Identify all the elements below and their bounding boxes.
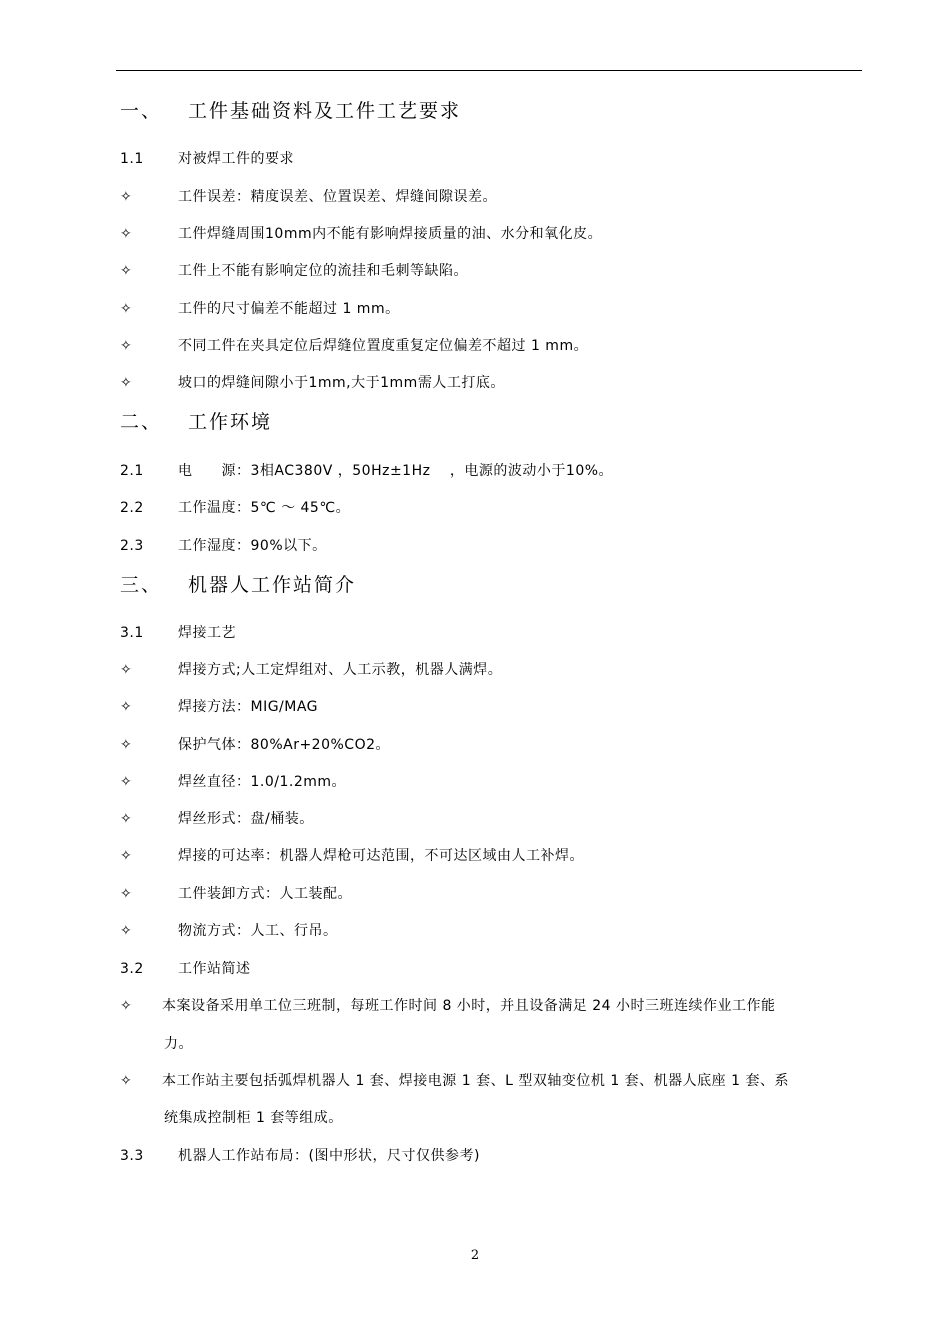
list-item-text: 焊丝形式：盘/桶装。 [178, 811, 314, 827]
diamond-bullet-icon: ✧ [120, 338, 133, 354]
list-item-text: 焊接方法：MIG/MAG [178, 699, 319, 715]
subsection-text: 工作湿度：90%以下。 [178, 538, 327, 554]
diamond-bullet-icon: ✧ [120, 699, 133, 715]
diamond-bullet-icon: ✧ [120, 662, 133, 678]
subsection-title: 工作站简述 [178, 961, 251, 977]
page-number: 2 [470, 1248, 480, 1263]
diamond-bullet-icon: ✧ [120, 263, 133, 279]
list-item-text: 工件的尺寸偏差不能超过 1 mm。 [178, 301, 400, 317]
section-title: 机器人工作站简介 [188, 574, 357, 596]
diamond-bullet-icon: ✧ [120, 301, 133, 317]
section-number: 一、 [120, 100, 163, 122]
section-number: 二、 [120, 411, 163, 433]
list-item-text: 不同工件在夹具定位后焊缝位置度重复定位偏差不超过 1 mm。 [178, 338, 589, 354]
diamond-bullet-icon: ✧ [120, 1073, 133, 1089]
subsection-text: 工作温度：5℃ ～ 45℃。 [178, 500, 351, 516]
subsection-text: 电 源：3相AC380V ，50Hz±1Hz ，电源的波动小于10%。 [178, 463, 614, 479]
list-item-text: 工件装卸方式：人工装配。 [178, 886, 352, 902]
subsection-number: 2.3 [120, 538, 144, 554]
diamond-bullet-icon: ✧ [120, 737, 133, 753]
diamond-bullet-icon: ✧ [120, 998, 133, 1014]
paragraph-continuation: 统集成控制柜 1 套等组成。 [164, 1110, 343, 1126]
list-item-text: 保护气体：80%Ar+20%CO2。 [178, 737, 390, 753]
subsection-title: 机器人工作站布局：(图中形状，尺寸仅供参考) [178, 1148, 480, 1164]
subsection-title: 对被焊工件的要求 [178, 151, 294, 167]
header-rule [116, 70, 862, 71]
section-title: 工作环境 [188, 411, 273, 433]
list-item-text: 工件上不能有影响定位的流挂和毛刺等缺陷。 [178, 263, 468, 279]
list-item-text: 工件焊缝周围10mm内不能有影响焊接质量的油、水分和氧化皮。 [178, 226, 603, 242]
subsection-number: 2.2 [120, 500, 144, 516]
section-title: 工件基础资料及工件工艺要求 [188, 100, 462, 122]
list-item-text: 焊接的可达率：机器人焊枪可达范围，不可达区域由人工补焊。 [178, 848, 584, 864]
subsection-number: 3.1 [120, 625, 144, 641]
subsection-number: 1.1 [120, 151, 144, 167]
list-item-text: 物流方式：人工、行吊。 [178, 923, 338, 939]
list-item-text: 坡口的焊缝间隙小于1mm,大于1mm需人工打底。 [178, 375, 505, 391]
diamond-bullet-icon: ✧ [120, 774, 133, 790]
list-item-text: 焊丝直径：1.0/1.2mm。 [178, 774, 347, 790]
diamond-bullet-icon: ✧ [120, 886, 133, 902]
diamond-bullet-icon: ✧ [120, 226, 133, 242]
paragraph-text: 本工作站主要包括弧焊机器人 1 套、焊接电源 1 套、L 型双轴变位机 1 套、机器人底座 1 套、系 [162, 1073, 789, 1089]
list-item-text: 工件误差：精度误差、位置误差、焊缝间隙误差。 [178, 189, 497, 205]
diamond-bullet-icon: ✧ [120, 811, 133, 827]
paragraph-text: 本案设备采用单工位三班制，每班工作时间 8 小时，并且设备满足 24 小时三班连续作业工作能 [162, 998, 776, 1014]
subsection-title: 焊接工艺 [178, 625, 236, 641]
subsection-number: 3.2 [120, 961, 144, 977]
section-number: 三、 [120, 574, 163, 596]
diamond-bullet-icon: ✧ [120, 189, 133, 205]
subsection-number: 3.3 [120, 1148, 144, 1164]
diamond-bullet-icon: ✧ [120, 375, 133, 391]
subsection-number: 2.1 [120, 463, 144, 479]
list-item-text: 焊接方式;人工定焊组对、人工示教，机器人满焊。 [178, 662, 503, 678]
diamond-bullet-icon: ✧ [120, 923, 133, 939]
paragraph-continuation: 力。 [164, 1036, 193, 1052]
diamond-bullet-icon: ✧ [120, 848, 133, 864]
